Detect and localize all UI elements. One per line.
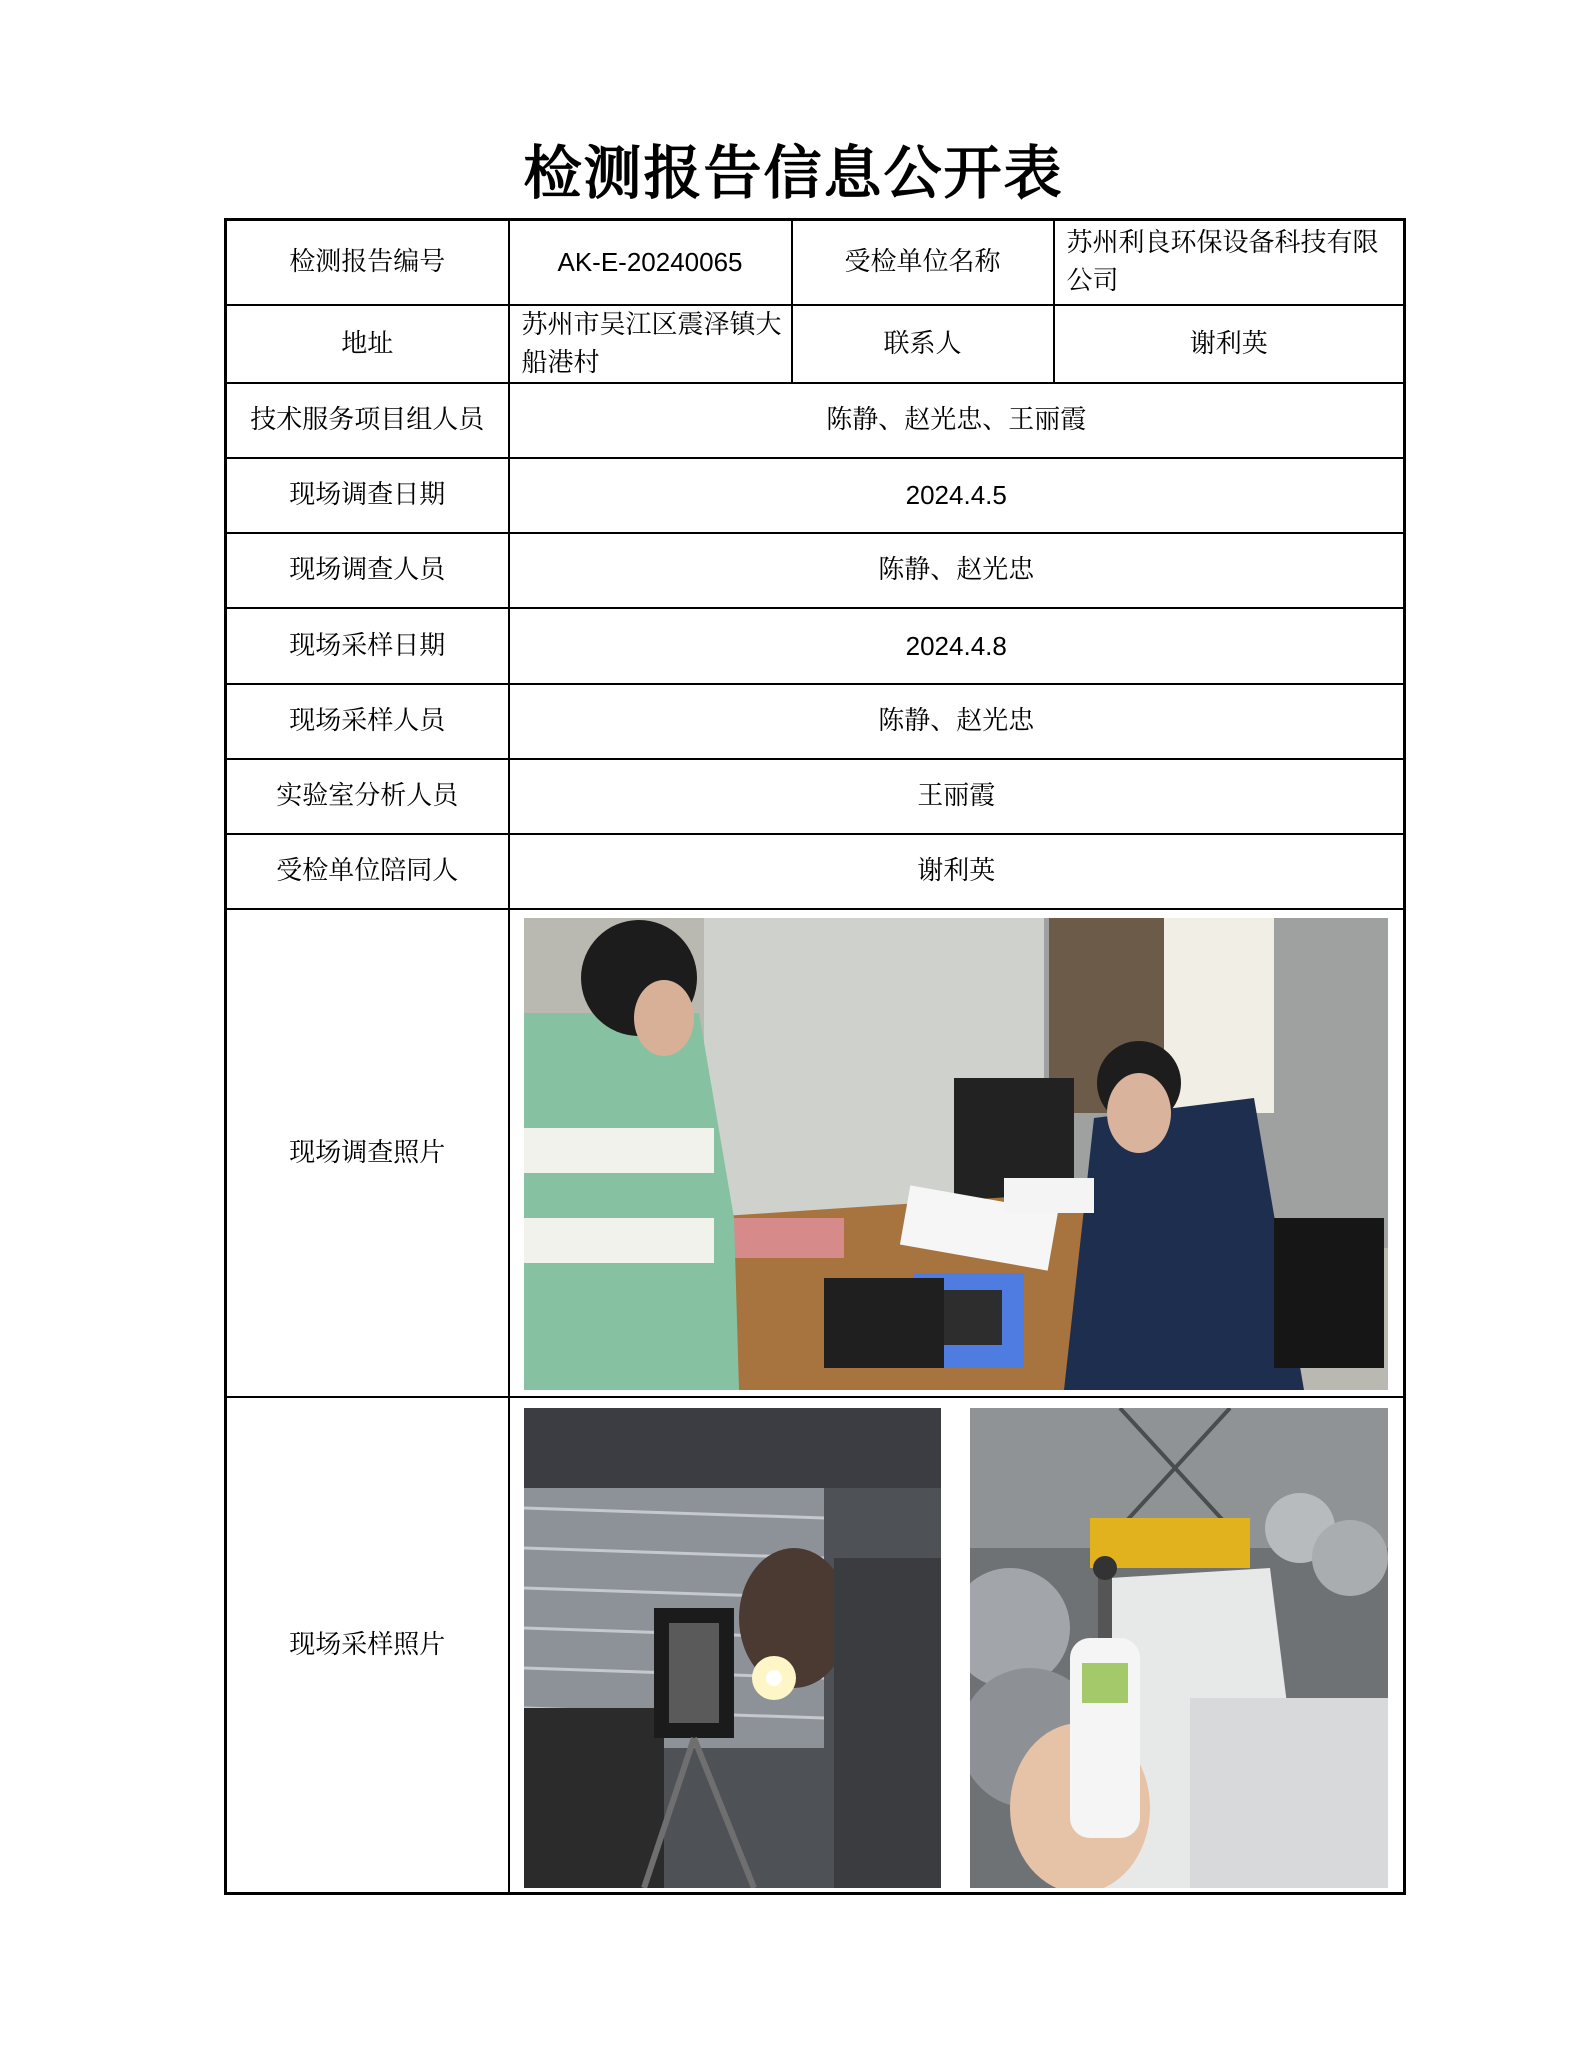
report-no-label: 检测报告编号 xyxy=(226,220,509,305)
team-value: 陈静、赵光忠、王丽霞 xyxy=(509,383,1405,458)
sample-staff-label: 现场采样人员 xyxy=(226,684,509,759)
report-no-value: AK-E-20240065 xyxy=(509,220,792,305)
sample-staff-value: 陈静、赵光忠 xyxy=(509,684,1405,759)
sample-photo-right-image xyxy=(970,1408,1388,1888)
survey-photo xyxy=(524,918,1388,1390)
table-row xyxy=(226,458,1405,533)
table-row xyxy=(226,533,1405,608)
table-row xyxy=(226,220,1405,305)
survey-date-value: 2024.4.5 xyxy=(509,458,1405,533)
sample-photo-left-image xyxy=(524,1408,941,1888)
table-row xyxy=(226,684,1405,759)
address-label: 地址 xyxy=(226,305,509,383)
table-row xyxy=(226,759,1405,834)
survey-staff-label: 现场调查人员 xyxy=(226,533,509,608)
survey-photo-image xyxy=(524,918,1388,1390)
unit-name-label: 受检单位名称 xyxy=(792,220,1054,305)
sample-photo-right xyxy=(970,1408,1388,1888)
survey-photo-cell xyxy=(509,909,1405,1397)
table-row xyxy=(226,383,1405,458)
table-row xyxy=(226,608,1405,684)
report-table xyxy=(224,218,1406,1895)
sample-date-label: 现场采样日期 xyxy=(226,608,509,684)
table-row xyxy=(226,1397,1405,1894)
team-label: 技术服务项目组人员 xyxy=(226,383,509,458)
escort-label: 受检单位陪同人 xyxy=(226,834,509,909)
survey-photo-label: 现场调查照片 xyxy=(226,909,509,1397)
sample-date-value: 2024.4.8 xyxy=(509,608,1405,684)
sample-photo-label: 现场采样照片 xyxy=(226,1397,509,1894)
table-row xyxy=(226,305,1405,383)
contact-value: 谢利英 xyxy=(1054,305,1405,383)
sample-photo-cell xyxy=(509,1397,1405,1894)
lab-staff-label: 实验室分析人员 xyxy=(226,759,509,834)
address-value: 苏州市吴江区震泽镇大船港村 xyxy=(509,305,792,383)
unit-name-value: 苏州利良环保设备科技有限公司 xyxy=(1054,220,1405,305)
sample-photo-left xyxy=(524,1408,941,1888)
survey-date-label: 现场调查日期 xyxy=(226,458,509,533)
page-title: 检测报告信息公开表 xyxy=(523,139,1064,207)
escort-value: 谢利英 xyxy=(509,834,1405,909)
lab-staff-value: 王丽霞 xyxy=(509,759,1405,834)
survey-staff-value: 陈静、赵光忠 xyxy=(509,533,1405,608)
table-row xyxy=(226,909,1405,1397)
table-row xyxy=(226,834,1405,909)
contact-label: 联系人 xyxy=(792,305,1054,383)
